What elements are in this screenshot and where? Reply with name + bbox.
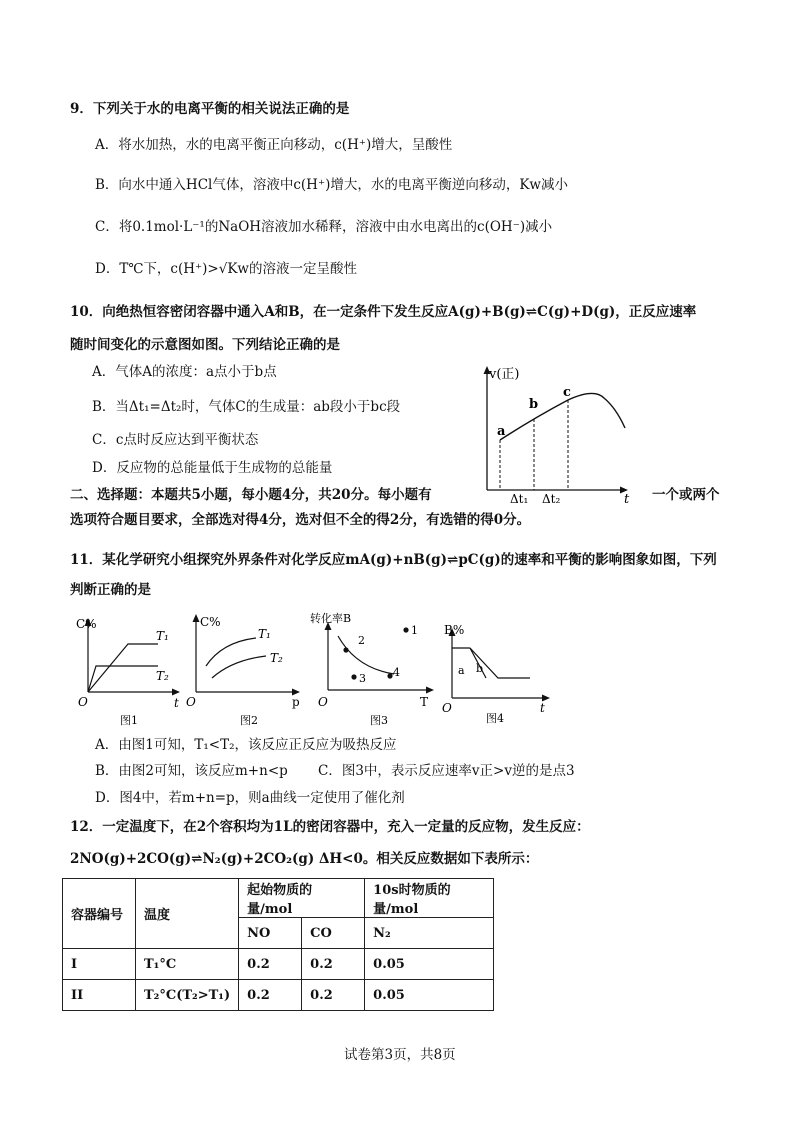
fig3-xlabel: T (420, 695, 429, 709)
page-footer: 试卷第3页，共8页 (344, 1047, 456, 1063)
section2-line2: 选项符合题目要求，全部选对得4分，选对但不全的得2分，有选错的得0分。 (70, 512, 531, 528)
q11-stem-line2: 判断正确的是 (70, 582, 151, 598)
q10-graph-ylabel: v(正) (489, 367, 520, 382)
table-header-10s: 10s时物质的量/mol (365, 879, 494, 918)
table-cell: II (63, 980, 136, 1011)
q9-option-b[interactable]: B．向水中通入HCl气体，溶液中c(H⁺)增大，水的电离平衡逆向移动，Kw减小 (95, 177, 568, 193)
fig1-origin: O (78, 695, 88, 709)
q10-graph-xlabel: t (624, 492, 630, 507)
table-row (63, 980, 494, 1011)
table-header-id: 容器编号 (63, 879, 136, 949)
table-cell: 0.05 (365, 949, 494, 980)
q10-point-b: b (529, 397, 539, 412)
q11-stem-line1: 11．某化学研究小组探究外界条件对化学反应mA(g)+nB(g)⇌pC(g)的速率和平衡的影响图象如图，下列 (70, 552, 717, 568)
q10-stem-line1: 10．向绝热恒容密闭容器中通入A和B，在一定条件下发生反应A(g)+B(g)⇌C(g)+D(g)，正反应速率 (70, 304, 697, 320)
fig4-caption: 图4 (486, 712, 504, 725)
fig2-caption: 图2 (240, 714, 258, 727)
fig1-xlabel: t (174, 696, 179, 710)
q9-stem: 9．下列关于水的电离平衡的相关说法正确的是 (70, 101, 350, 117)
section2-line1: 二、选择题：本题共5小题，每小题4分，共20分。每小题有 (70, 487, 432, 503)
q10-point-a: a (497, 424, 506, 439)
fig2-ylabel: C% (200, 615, 221, 629)
table-cell: T₂°C(T₂>T₁) (136, 980, 239, 1011)
q12-stem-line1: 12．一定温度下，在2个容积均为1L的密闭容器中，充入一定量的反应物，发生反应： (70, 819, 590, 835)
q11-figure-2 (182, 608, 307, 730)
q11-figure-4 (440, 618, 560, 730)
fig3-point-3: 3 (359, 672, 366, 685)
fig1-ylabel: C% (76, 617, 97, 631)
q10-option-c[interactable]: C．c点时反应达到平衡状态 (92, 432, 259, 448)
q9-option-d[interactable]: D．T℃下，c(H⁺)>√Kw的溶液一定呈酸性 (95, 261, 357, 277)
q10-option-d[interactable]: D．反应物的总能量低于生成物的总能量 (92, 460, 333, 476)
fig1-caption: 图1 (120, 714, 138, 727)
table-cell: 0.2 (302, 949, 365, 980)
q10-option-b[interactable]: B．当Δt₁=Δt₂时，气体C的生成量：ab段小于bc段 (92, 399, 401, 415)
fig2-T2: T₂ (270, 651, 283, 665)
table-cell: 0.2 (302, 980, 365, 1011)
fig3-point-1: 1 (411, 624, 418, 637)
q12-stem-line2: 2NO(g)+2CO(g)⇌N₂(g)+2CO₂(g) ΔH<0。相关反应数据如下表所示： (70, 851, 539, 867)
q11-option-b[interactable]: B．由图2可知，该反应m+n<p (95, 763, 288, 779)
fig3-ylabel: 转化率B (310, 612, 352, 625)
q9-option-c[interactable]: C．将0.1mol·L⁻¹的NaOH溶液加水稀释，溶液中由水电离出的c(OH⁻)减小 (95, 219, 553, 235)
fig4-xlabel: t (540, 701, 545, 715)
table-cell: I (63, 949, 136, 980)
q11-option-c[interactable]: C．图3中，表示反应速率v正>v逆的是点3 (318, 763, 575, 779)
fig2-T1: T₁ (258, 627, 271, 641)
fig4-origin: O (442, 701, 452, 715)
q10-dt1: Δt₁ (510, 492, 529, 506)
table-cell: 0.2 (239, 949, 302, 980)
fig3-origin: O (318, 695, 328, 709)
fig3-point-4: 4 (393, 666, 400, 679)
q10-rate-graph (470, 360, 640, 508)
section2-line1-end: 一个或两个 (652, 487, 720, 503)
table-sub-co: CO (302, 918, 365, 949)
fig4-curve-a: a (458, 664, 465, 677)
fig4-curve-b: b (476, 662, 484, 675)
table-cell: T₁°C (136, 949, 239, 980)
q10-option-a[interactable]: A．气体A的浓度：a点小于b点 (92, 364, 277, 380)
q9-option-a[interactable]: A．将水加热，水的电离平衡正向移动，c(H⁺)增大，呈酸性 (95, 137, 453, 153)
q11-figure-3 (310, 606, 440, 730)
table-cell: 0.05 (365, 980, 494, 1011)
fig2-origin: O (186, 695, 196, 709)
fig1-T1: T₁ (156, 629, 169, 643)
fig2-xlabel: p (292, 695, 300, 709)
fig3-caption: 图3 (370, 714, 388, 727)
table-row (63, 949, 494, 980)
table-header-start: 起始物质的量/mol (239, 879, 365, 918)
table-cell: 0.2 (239, 980, 302, 1011)
table-sub-n2: N₂ (365, 918, 494, 949)
fig3-point-2: 2 (358, 634, 365, 647)
q11-figure-1 (70, 612, 188, 730)
table-header-temp: 温度 (136, 879, 239, 949)
fig1-T2: T₂ (156, 669, 169, 683)
fig4-ylabel: B% (444, 623, 465, 637)
table-sub-no: NO (239, 918, 302, 949)
q10-dt2: Δt₂ (542, 492, 561, 506)
q12-data-table (62, 878, 494, 1011)
q10-stem-line2: 随时间变化的示意图如图。下列结论正确的是 (70, 337, 340, 353)
q11-option-d[interactable]: D．图4中，若m+n=p，则a曲线一定使用了催化剂 (95, 790, 405, 806)
q10-point-c: c (563, 385, 571, 400)
q11-option-a[interactable]: A．由图1可知，T₁<T₂，该反应正反应为吸热反应 (95, 737, 397, 753)
